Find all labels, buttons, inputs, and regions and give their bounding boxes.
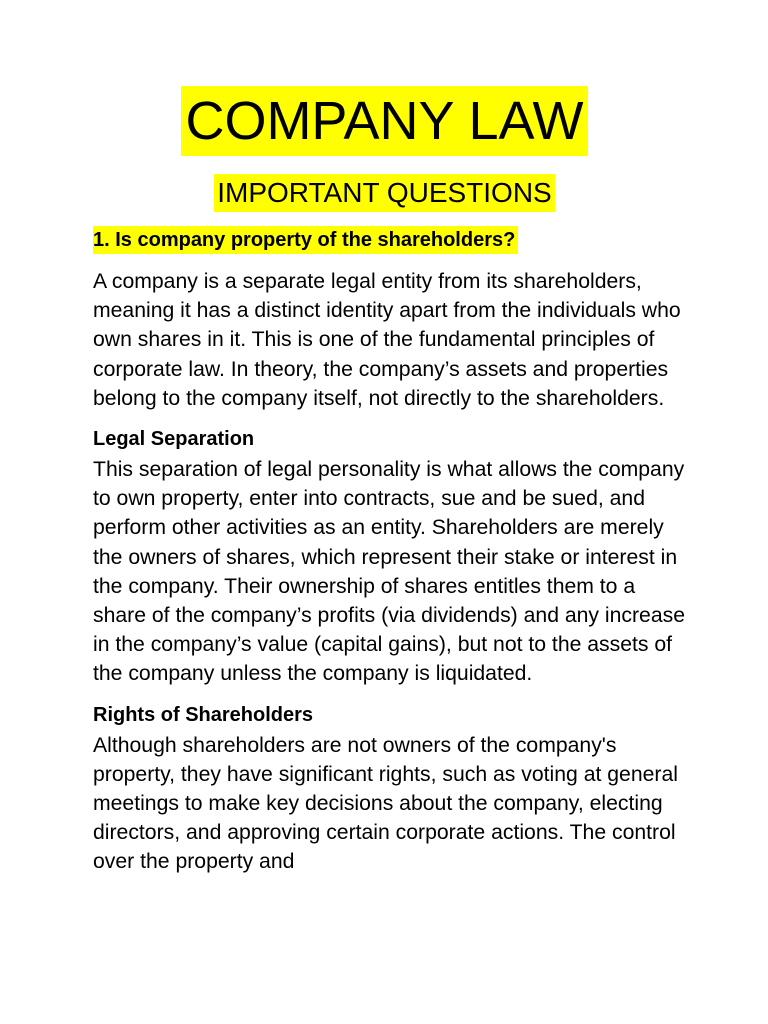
question-heading: 1. Is company property of the shareholders? [93,226,518,254]
document-title: COMPANY LAW [181,86,587,156]
section-paragraph-rights-of-shareholders: Although shareholders are not owners of the company's property, they have significant rights, such as voting at general meetings to make key decisions about the company, electing directors, and approving certain corporate actions. The control over the property and [93,733,678,874]
intro-paragraph: A company is a separate legal entity from its shareholders, meaning it has a distinct identity apart from the individuals who own shares in it. This is one of the fundamental principles of corporate law. In theory, the company’s assets and properties belong to the company itself, not directly to the shareholders. [93,270,681,410]
question-container [93,226,676,254]
section-heading-rights-of-shareholders: Rights of Shareholders [93,703,314,726]
section-heading-legal-separation: Legal Separation [93,428,255,451]
title-container [93,0,676,156]
document-subtitle: IMPORTANT QUESTIONS [214,174,554,212]
subtitle-container [93,174,676,212]
section-paragraph-legal-separation: This separation of legal personality is what allows the company to own property, enter into contracts, sue and be sued, and perform other activities as an entity. Shareholders are merely the owners of shares, which represent their stake or interest in the company. Their ownership of shares entitles them to a share of the company’s profits (via dividends) and any increase in the company’s value (capital gains), but not to the assets of the company unless the company is liquidated. [93,458,685,686]
